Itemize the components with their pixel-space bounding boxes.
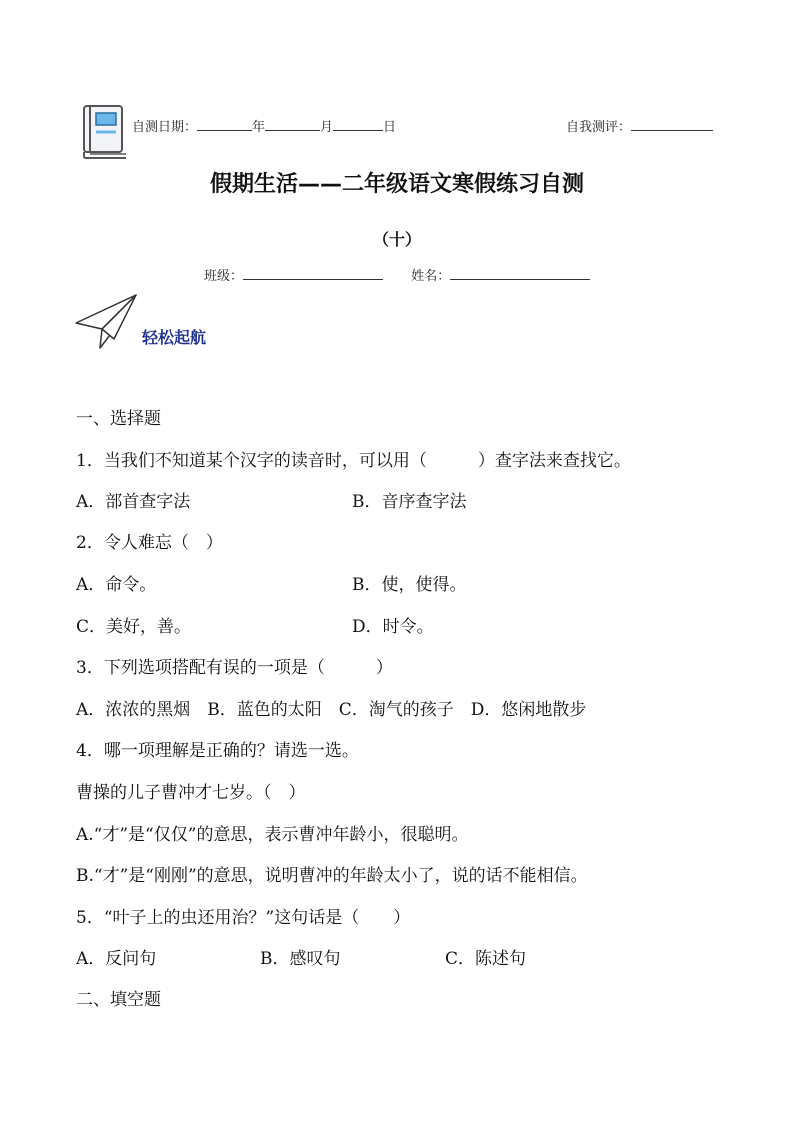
question-1: 1．当我们不知道某个汉字的读音时，可以用（ ）查字法来查找它。 [76,451,631,471]
eval-label: 自我测评： [566,120,632,135]
self-evaluation-row [566,116,713,135]
q5-option-a[interactable]: A．反问句 [76,949,157,969]
question-5: 5．“叶子上的虫还用治？”这句话是（ ） [76,908,411,928]
day-label: 日 [383,120,397,135]
question-4: 4．哪一项理解是正确的？请选一选。 [76,741,359,761]
year-blank[interactable] [197,118,252,131]
q5-option-c[interactable]: C．陈述句 [445,949,527,969]
name-label: 姓名： [411,269,451,284]
question-3: 3．下列选项搭配有误的一项是（ ） [76,658,393,678]
q2-option-c[interactable]: C．美好，善。 [76,617,192,637]
q4-option-b[interactable]: B.“才”是“刚刚”的意思，说明曹冲的年龄太小了，说的话不能相信。 [76,866,588,886]
book-icon [80,104,130,160]
q1-option-a[interactable]: A．部首查字法 [76,492,191,512]
q1-option-b[interactable]: B．音序查字法 [352,492,467,512]
name-blank[interactable] [450,267,590,280]
day-blank[interactable] [333,118,383,131]
year-label: 年 [252,120,266,135]
section-heading-choice: 一、选择题 [76,409,161,429]
eval-blank[interactable] [631,118,713,131]
q2-option-b[interactable]: B．使，使得。 [352,575,467,595]
month-label: 月 [320,120,334,135]
q5-option-b[interactable]: B．感叹句 [260,949,341,969]
class-blank[interactable] [243,267,383,280]
q3-options[interactable]: A．浓浓的黑烟 B．蓝色的太阳 C．淘气的孩子 D．悠闲地散步 [76,700,587,720]
month-blank[interactable] [265,118,320,131]
page-subtitle: （十） [372,230,421,249]
class-label: 班级： [204,269,244,284]
q2-option-d[interactable]: D．时令。 [352,617,434,637]
q4-option-a[interactable]: A.“才”是“仅仅”的意思，表示曹冲年龄小，很聪明。 [76,825,469,845]
q4-stem: 曹操的儿子曹冲才七岁。（ ） [76,783,306,803]
question-2: 2．令人难忘（ ） [76,533,223,553]
date-label: 自测日期： [132,120,198,135]
section-banner-easy-start: 轻松起航 [142,328,207,347]
self-test-date-row [132,116,396,135]
q2-option-a[interactable]: A．命令。 [76,575,157,595]
class-name-row [204,265,590,284]
page-title: 假期生活——二年级语文寒假练习自测 [209,172,584,197]
section-heading-fill: 二、填空题 [76,990,161,1010]
paper-plane-icon [74,293,140,351]
